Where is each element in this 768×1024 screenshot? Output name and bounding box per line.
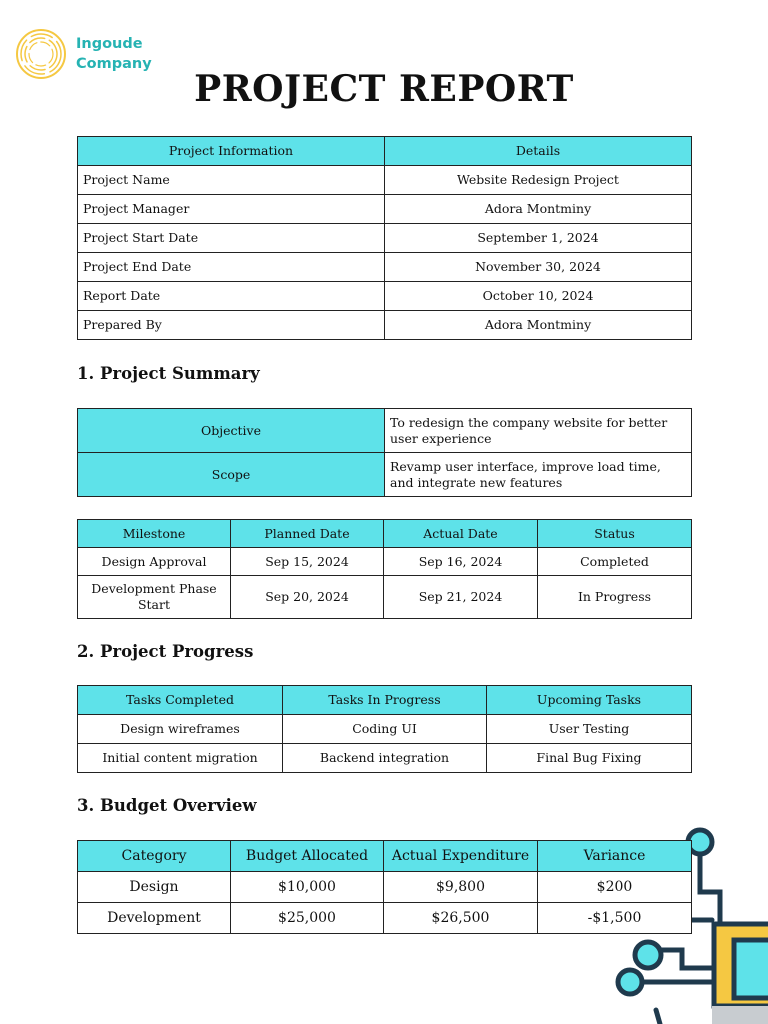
- table-cell: Coding UI: [283, 715, 487, 744]
- table-cell: Project Manager: [78, 195, 385, 224]
- table-cell: October 10, 2024: [385, 282, 692, 311]
- table-header-cell: Milestone: [78, 520, 231, 548]
- table-row: [78, 253, 692, 282]
- table-cell: Website Redesign Project: [385, 166, 692, 195]
- table-header-cell: Category: [78, 841, 231, 872]
- table-row: [78, 166, 692, 195]
- table-header-cell: Tasks In Progress: [283, 686, 487, 715]
- table-cell: Project End Date: [78, 253, 385, 282]
- table-cell: Project Start Date: [78, 224, 385, 253]
- section-heading-progress: 2. Project Progress: [77, 642, 254, 661]
- table-cell: $26,500: [384, 903, 538, 934]
- table-cell: Prepared By: [78, 311, 385, 340]
- table-row: [78, 903, 692, 934]
- table-header-cell: Actual Expenditure: [384, 841, 538, 872]
- section-heading-summary: 1. Project Summary: [77, 364, 260, 383]
- milestones-table: [77, 519, 692, 619]
- table-header-cell: Budget Allocated: [231, 841, 384, 872]
- table-cell: Sep 15, 2024: [231, 548, 384, 576]
- table-header-cell: Project Information: [78, 137, 385, 166]
- table-cell: $10,000: [231, 872, 384, 903]
- table-header-cell: Scope: [78, 453, 385, 497]
- table-header-row: [78, 137, 692, 166]
- table-cell: -$1,500: [538, 903, 692, 934]
- table-cell: Adora Montminy: [385, 311, 692, 340]
- table-cell: Project Name: [78, 166, 385, 195]
- table-cell: Design wireframes: [78, 715, 283, 744]
- table-header-cell: Variance: [538, 841, 692, 872]
- table-header-cell: Tasks Completed: [78, 686, 283, 715]
- table-header-cell: Details: [385, 137, 692, 166]
- table-cell: Sep 16, 2024: [384, 548, 538, 576]
- table-row: [78, 224, 692, 253]
- table-cell: Design Approval: [78, 548, 231, 576]
- table-row: [78, 195, 692, 224]
- table-cell: Completed: [538, 548, 692, 576]
- table-cell: Initial content migration: [78, 744, 283, 773]
- table-cell: September 1, 2024: [385, 224, 692, 253]
- table-row: [78, 715, 692, 744]
- table-header-cell: Planned Date: [231, 520, 384, 548]
- table-row: [78, 311, 692, 340]
- table-cell: Revamp user interface, improve load time, and integrate new features: [385, 453, 692, 497]
- table-cell: Report Date: [78, 282, 385, 311]
- table-row: [78, 282, 692, 311]
- table-header-cell: Status: [538, 520, 692, 548]
- project-summary-table: [77, 408, 692, 497]
- table-cell: $25,000: [231, 903, 384, 934]
- table-header-cell: Actual Date: [384, 520, 538, 548]
- table-cell: In Progress: [538, 576, 692, 619]
- table-header-row: [78, 686, 692, 715]
- table-cell: $200: [538, 872, 692, 903]
- table-cell: Development Phase Start: [78, 576, 231, 619]
- table-header-row: [78, 520, 692, 548]
- table-cell: Sep 20, 2024: [231, 576, 384, 619]
- table-cell: Sep 21, 2024: [384, 576, 538, 619]
- table-cell: Final Bug Fixing: [487, 744, 692, 773]
- table-row: [78, 872, 692, 903]
- table-row: [78, 548, 692, 576]
- section-heading-budget: 3. Budget Overview: [77, 796, 257, 815]
- table-cell: Development: [78, 903, 231, 934]
- company-name-line2: Company: [76, 56, 152, 72]
- table-cell: To redesign the company website for better user experience: [385, 409, 692, 453]
- table-cell: Adora Montminy: [385, 195, 692, 224]
- table-cell: Design: [78, 872, 231, 903]
- table-cell: Backend integration: [283, 744, 487, 773]
- table-row: [78, 744, 692, 773]
- table-header-cell: Objective: [78, 409, 385, 453]
- table-row: [78, 409, 692, 453]
- table-header-row: [78, 841, 692, 872]
- page-title: PROJECT REPORT: [194, 68, 574, 110]
- table-header-cell: Upcoming Tasks: [487, 686, 692, 715]
- table-cell: November 30, 2024: [385, 253, 692, 282]
- table-cell: $9,800: [384, 872, 538, 903]
- table-cell: User Testing: [487, 715, 692, 744]
- budget-overview-table: [77, 840, 692, 934]
- table-row: [78, 453, 692, 497]
- table-row: [78, 576, 692, 619]
- project-progress-table: [77, 685, 692, 773]
- company-name-line1: Ingoude: [76, 36, 143, 52]
- project-info-table: [77, 136, 692, 340]
